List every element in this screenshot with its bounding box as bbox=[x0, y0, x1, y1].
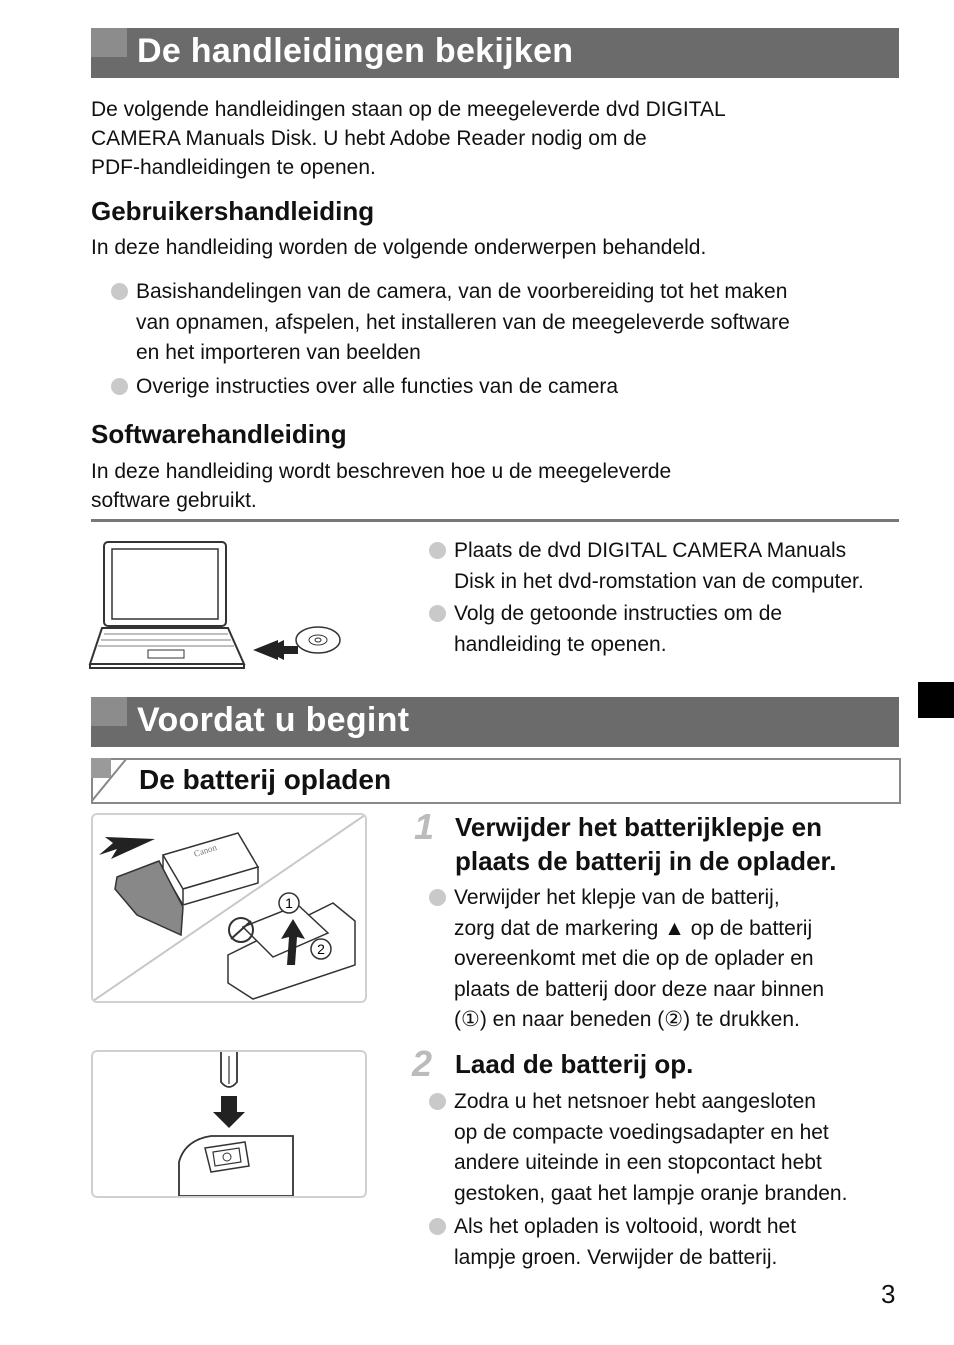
bullet-line: (①) en naar beneden (②) te drukken. bbox=[454, 1008, 800, 1031]
brand-label: Canon bbox=[192, 842, 218, 859]
bullet-line: zorg dat de markering ▲ op de batterij bbox=[454, 916, 813, 940]
bullet-line: Verwijder het klepje van de batterij, bbox=[454, 886, 780, 909]
bullet-line: en het importeren van beelden bbox=[136, 341, 421, 364]
list-item bbox=[454, 1212, 914, 1273]
bullet-dot-icon bbox=[429, 1218, 446, 1235]
chapter-tab-marker bbox=[918, 682, 954, 718]
charger-drawing bbox=[228, 893, 355, 999]
section-header-before-start bbox=[91, 697, 899, 747]
bullet-dot-icon bbox=[429, 1093, 446, 1110]
text-line: In deze handleiding wordt beschreven hoe u de meegeleverde bbox=[91, 460, 672, 483]
bullet-dot-icon bbox=[429, 605, 446, 622]
intro-line: De volgende handleidingen staan op de meegeleverde dvd DIGITAL bbox=[91, 98, 726, 121]
bullet-line: Overige instructies over alle functies van de camera bbox=[136, 375, 619, 398]
step-number: 1 bbox=[414, 806, 435, 847]
user-manual-text: In deze handleiding worden de volgende onderwerpen behandeld. bbox=[91, 236, 707, 259]
bullet-dot-icon bbox=[111, 283, 128, 300]
battery-drawing bbox=[163, 833, 258, 905]
bullet-line: andere uiteinde in een stopcontact hebt bbox=[454, 1151, 822, 1174]
battery-charger-illustration bbox=[91, 813, 367, 1003]
text-line: software gebruikt. bbox=[91, 489, 257, 512]
list-item bbox=[136, 277, 906, 369]
bullet-dot-icon bbox=[111, 378, 128, 395]
bullet-line: overeenkomt met die op de oplader en bbox=[454, 947, 814, 970]
user-manual-heading: Gebruikershandleiding bbox=[91, 196, 375, 226]
list-item bbox=[454, 599, 914, 660]
header-square-icon bbox=[91, 28, 127, 57]
bullet-line: lampje groen. Verwijder de batterij. bbox=[454, 1245, 778, 1269]
callout-1: 1 bbox=[285, 895, 293, 911]
software-manual-text bbox=[91, 457, 671, 515]
step-title-line: Laad de batterij op. bbox=[455, 1049, 694, 1079]
page-number: 3 bbox=[881, 1279, 896, 1309]
bullet-line: Plaats de dvd DIGITAL CAMERA Manuals bbox=[454, 539, 847, 562]
intro-line: PDF-handleidingen te openen. bbox=[91, 156, 376, 179]
step-title-line: plaats de batterij in de oplader. bbox=[455, 846, 837, 876]
list-item bbox=[136, 372, 906, 403]
bullet-dot-icon bbox=[429, 889, 446, 906]
subsection-title: De batterij opladen bbox=[139, 764, 392, 795]
list-item bbox=[454, 1087, 914, 1209]
bullet-line: handleiding te openen. bbox=[454, 632, 667, 656]
intro-line: CAMERA Manuals Disk. U hebt Adobe Reader nodig om de bbox=[91, 127, 647, 150]
list-item bbox=[454, 883, 914, 1036]
adapter-plug-illustration bbox=[91, 1050, 367, 1198]
bullet-line: plaats de batterij door deze naar binnen bbox=[454, 977, 825, 1001]
divider bbox=[91, 519, 899, 522]
arrow-down-icon bbox=[213, 1096, 245, 1128]
bullet-line: Als het opladen is voltooid, wordt het bbox=[454, 1215, 797, 1238]
intro-text bbox=[91, 95, 891, 182]
bullet-line: op de compacte voedingsadapter en het bbox=[454, 1120, 829, 1144]
list-item bbox=[454, 536, 914, 597]
subsection-corner-icon bbox=[91, 758, 131, 802]
header-square-icon bbox=[91, 697, 127, 726]
step-title bbox=[455, 810, 905, 878]
bullet-line: Zodra u het netsnoer hebt aangesloten bbox=[454, 1090, 816, 1113]
software-manual-heading: Softwarehandleiding bbox=[91, 419, 347, 449]
bullet-dot-icon bbox=[429, 542, 446, 559]
bullet-line: gestoken, gaat het lampje oranje branden. bbox=[454, 1181, 848, 1205]
step-title-line: Verwijder het batterijklepje en bbox=[455, 812, 823, 842]
section-header-manuals bbox=[91, 28, 899, 78]
step-title bbox=[455, 1047, 905, 1081]
laptop-disc-illustration bbox=[88, 538, 348, 672]
section-title: Voordat u begint bbox=[137, 701, 410, 739]
subsection-header bbox=[91, 758, 901, 804]
section-title: De handleidingen bekijken bbox=[137, 32, 574, 70]
bullet-line: Volg de getoonde instructies om de bbox=[454, 602, 783, 625]
bullet-line: Disk in het dvd-romstation van de computer. bbox=[454, 569, 864, 593]
step-number: 2 bbox=[412, 1043, 433, 1084]
bullet-line: Basishandelingen van de camera, van de voorbereiding tot het maken bbox=[136, 280, 788, 303]
callout-2: 2 bbox=[317, 941, 325, 957]
bullet-line: van opnamen, afspelen, het installeren van de meegeleverde software bbox=[136, 310, 790, 334]
arrow-icon bbox=[99, 837, 155, 859]
